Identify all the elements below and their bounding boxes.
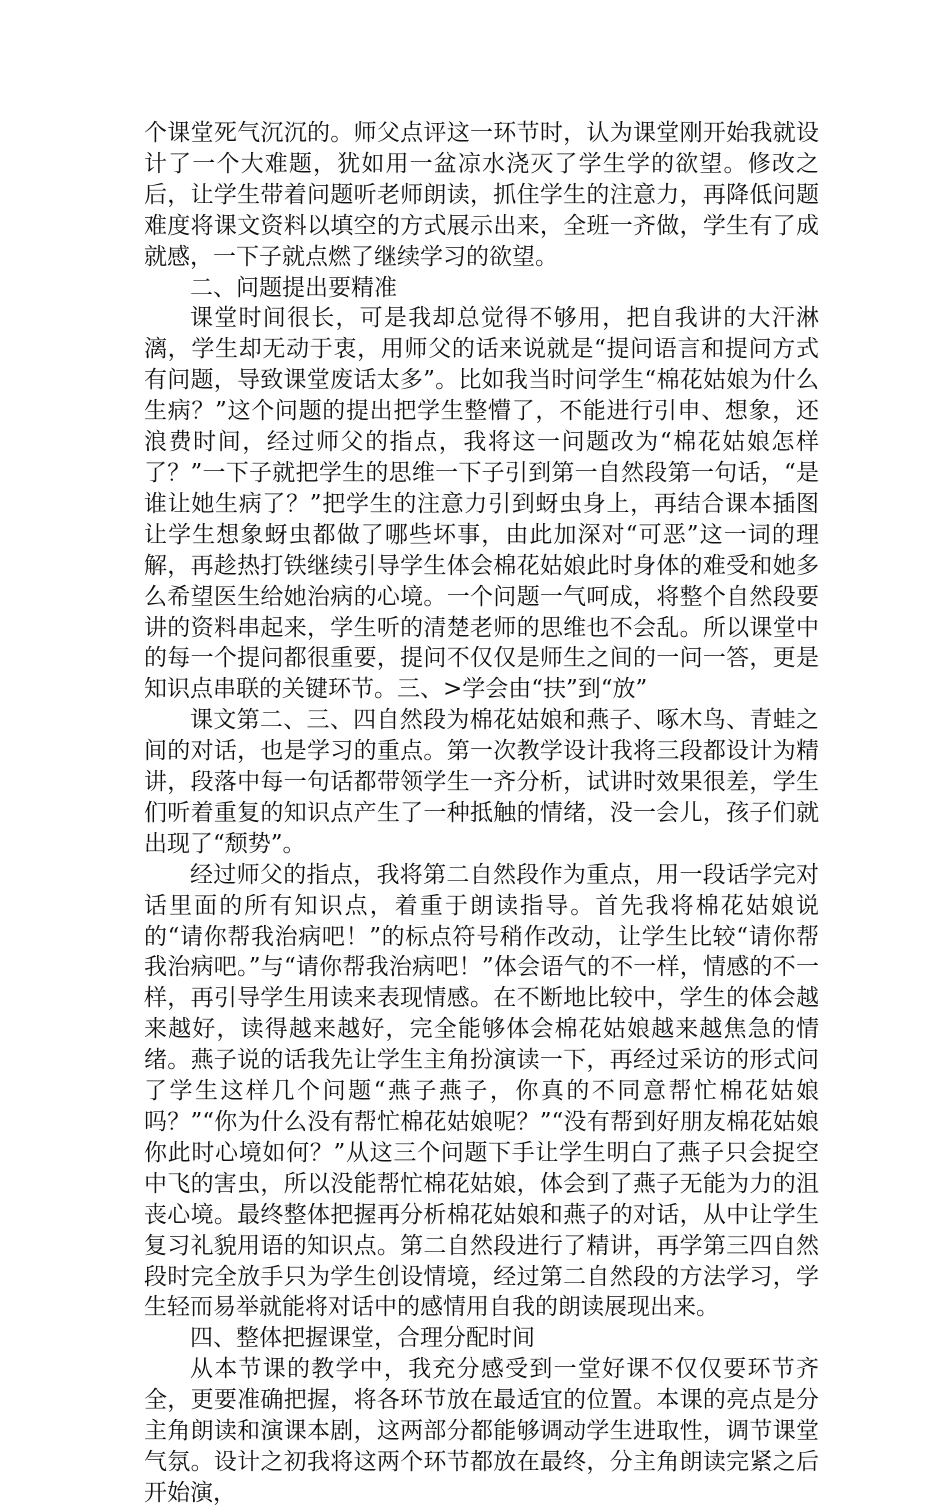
paragraph-5: 从本节课的教学中，我充分感受到一堂好课不仅仅要环节齐全，更要准确把握，将各环节放在最适宜的位置。本课的亮点是分主角朗读和演课本剧，这两部分都能够调动学生进取性，调节课堂气氛。设计之初我将这两个环节都放在最终，分主角朗读完紧之后开始演， xyxy=(144,1356,819,1506)
paragraph-4: 经过师父的指点，我将第二自然段作为重点，用一段话学完对话里面的所有知识点，着重于朗读指导。首先我将棉花姑娘说的“请你帮我治病吧！”的标点符号稍作改动，让学生比较“请你帮我治病吧。”与“请你帮我治病吧！”体会语气的不一样，情感的不一样，再引导学生用读来表现情感。在不断地比较中，学生的体会越来越好，读得越来越好，完全能够体会棉花姑娘越来越焦急的情绪。燕子说的话我先让学生主角扮演读一下，再经过采访的形式问了学生这样几个问题“燕子燕子，你真的不同意帮忙棉花姑娘吗？”“你为什么没有帮忙棉花姑娘呢？”“没有帮到好朋友棉花姑娘你此时心境如何？”从这三个问题下手让学生明白了燕子只会捉空中飞的害虫，所以没能帮忙棉花姑娘，体会到了燕子无能为力的沮丧心境。最终整体把握再分析棉花姑娘和燕子的对话，从中让学生复习礼貌用语的知识点。第二自然段进行了精讲，再学第三四自然段时完全放手只为学生创设情境，经过第二自然段的方法学习，学生轻而易举就能将对话中的感情用自我的朗读展现出来。 xyxy=(144,861,819,1321)
section-heading-2: 二、问题提出要精准 xyxy=(190,274,397,301)
document-body xyxy=(144,118,819,1509)
paragraph-3: 课文第二、三、四自然段为棉花姑娘和燕子、啄木鸟、青蛙之间的对话，也是学习的重点。第一次教学设计我将三段都设计为精讲，段落中每一句话都带领学生一齐分析，试讲时效果很差，学生们听着重复的知识点产生了一种抵触的情绪，没一会儿，孩子们就出现了“颓势”。 xyxy=(144,707,819,857)
section-heading-4: 四、整体把握课堂，合理分配时间 xyxy=(190,1325,535,1352)
paragraph-1: 个课堂死气沉沉的。师父点评这一环节时，认为课堂刚开始我就设计了一个大难题，犹如用一盆凉水浇灭了学生学的欲望。修改之后，让学生带着问题听老师朗读，抓住学生的注意力，再降低问题难度将课文资料以填空的方式展示出来，全班一齐做，学生有了成就感，一下子就点燃了继续学习的欲望。 xyxy=(144,120,819,270)
paragraph-2: 课堂时间很长，可是我却总觉得不够用，把自我讲的大汗淋漓，学生却无动于衷，用师父的话来说就是“提问语言和提问方式有问题，导致课堂废话太多”。比如我当时问学生“棉花姑娘为什么生病？”这个问题的提出把学生整懵了，不能进行引申、想象，还浪费时间，经过师父的指点，我将这一问题改为“棉花姑娘怎样了？”一下子就把学生的思维一下子引到第一自然段第一句话，“是谁让她生病了？”把学生的注意力引到蚜虫身上，再结合课本插图让学生想象蚜虫都做了哪些坏事，由此加深对“可恶”这一词的理解，再趁热打铁继续引导学生体会棉花姑娘此时身体的难受和她多么希望医生给她治病的心境。一个问题一气呵成，将整个自然段要讲的资料串起来，学生听的清楚老师的思维也不会乱。所以课堂中的每一个提问都很重要，提问不仅仅是师生之间的一问一答，更是知识点串联的关键环节。三、>学会由“扶”到“放” xyxy=(144,305,819,703)
